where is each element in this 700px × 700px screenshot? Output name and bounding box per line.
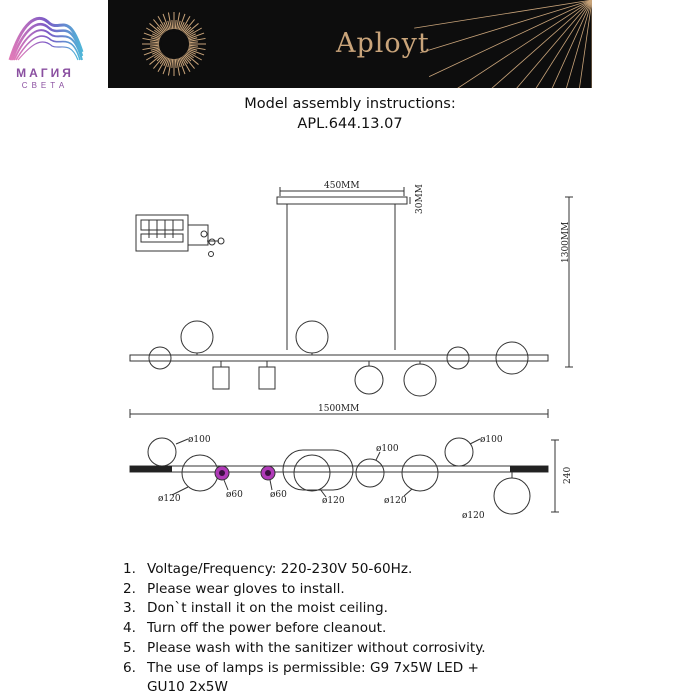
- shade-top-d120-right: [402, 455, 438, 491]
- instruction-text: The use of lamps is permissible: G9 7x5W LED +: [147, 659, 479, 676]
- brand-name: Aployt: [336, 28, 430, 59]
- label-d100-left: ø100: [188, 435, 211, 445]
- label-d120-far-right: ø120: [462, 511, 485, 521]
- model-number: APL.644.13.07: [297, 116, 403, 132]
- instruction-text: Voltage/Frequency: 220-230V 50-60Hz.: [147, 561, 413, 577]
- main-bar-top-view: [130, 466, 548, 472]
- spot-side-1: [213, 367, 229, 389]
- shade-top-d120-middle: [294, 455, 330, 491]
- shade-side-5: [496, 342, 528, 374]
- shade-side-6: [355, 366, 383, 394]
- label-d100-right: ø100: [480, 435, 503, 445]
- instructions-list: [123, 560, 486, 698]
- instruction-item: [123, 639, 486, 659]
- spot-top-d60-second: [261, 466, 275, 480]
- spot-side-2: [259, 367, 275, 389]
- shade-top-d100-middle: [356, 459, 384, 487]
- page-title: Model assembly instructions:: [244, 96, 456, 112]
- label-d60-first: ø60: [226, 490, 243, 500]
- main-bar-side-view: [130, 355, 548, 361]
- instruction-text: Please wear gloves to install.: [147, 580, 345, 597]
- label-d120-left: ø120: [158, 494, 181, 504]
- logo-line-1: МАГИЯ: [16, 66, 74, 80]
- ceiling-canopy: [277, 197, 407, 204]
- instruction-text: Turn off the power before cleanout.: [147, 620, 387, 637]
- shade-side-7: [404, 364, 436, 396]
- shade-side-1: [181, 321, 213, 353]
- total-height-label: 1300MM: [561, 221, 571, 263]
- label-d100-middle: ø100: [376, 444, 399, 454]
- shade-side-3: [149, 347, 171, 369]
- instruction-number: 3.: [123, 600, 136, 617]
- logo-line-2: СВЕТА: [21, 81, 69, 90]
- instruction-item: [123, 599, 486, 619]
- instruction-number: 6.: [123, 659, 136, 676]
- label-d60-second: ø60: [270, 490, 287, 500]
- label-d120-right-inner: ø120: [384, 496, 407, 506]
- instruction-number: 1.: [123, 561, 136, 577]
- shade-top-d100-right: [445, 438, 473, 466]
- instruction-number: 5.: [123, 639, 136, 656]
- instruction-number: [123, 678, 147, 698]
- instruction-text: Don`t install it on the moist ceiling.: [147, 600, 388, 617]
- shade-side-4: [447, 347, 469, 369]
- shade-top-d120-left: [182, 455, 218, 491]
- instruction-number: 4.: [123, 620, 136, 637]
- label-d120-middle: ø120: [322, 496, 345, 506]
- canopy-width-label: 450MM: [324, 181, 360, 191]
- shade-top-d120-far-right: [494, 478, 530, 514]
- instruction-item: [123, 560, 486, 580]
- bar-end-left: [130, 466, 172, 472]
- instruction-item: [123, 659, 486, 679]
- instruction-item: [123, 678, 486, 698]
- instruction-number: 2.: [123, 580, 136, 597]
- depth-label: 240: [563, 466, 573, 484]
- shade-side-2: [296, 321, 328, 353]
- instruction-text: Please wash with the sanitizer without corrosivity.: [147, 639, 486, 656]
- total-length-label: 1500MM: [318, 404, 360, 414]
- instruction-item: [123, 619, 486, 639]
- spot-top-d60-first: [215, 466, 229, 480]
- canopy-height-label: 30MM: [415, 184, 425, 214]
- instruction-item: [123, 580, 486, 600]
- shade-top-d100-left: [148, 438, 176, 466]
- instruction-text: GU10 2x5W: [147, 679, 228, 696]
- bar-end-right: [510, 466, 548, 472]
